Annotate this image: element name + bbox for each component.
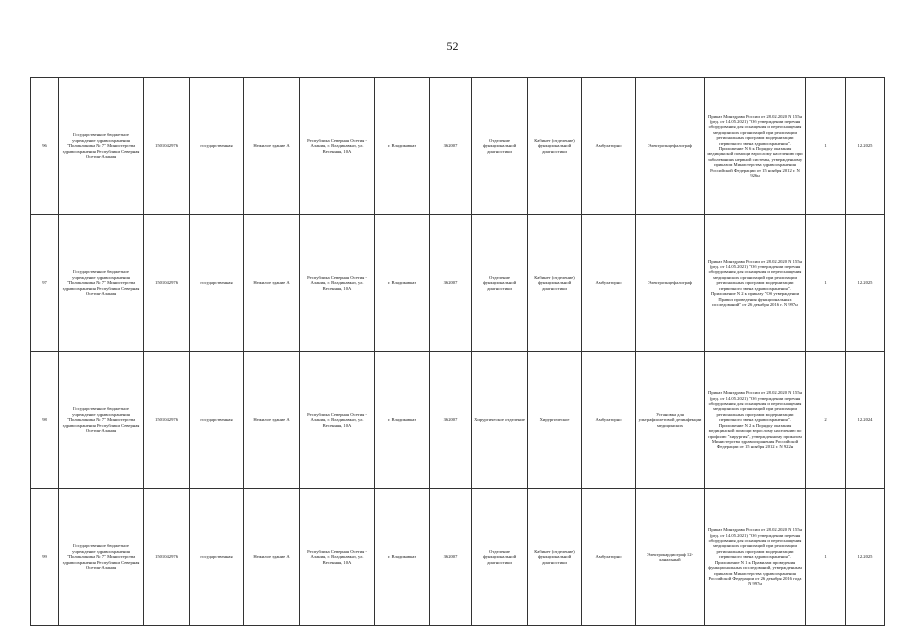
equipment-table <box>30 77 885 626</box>
inn-cell: 1501042976 <box>144 78 190 215</box>
device-cell: Установка для ультрафиолетовой дезинфекции медицинских <box>636 352 705 489</box>
row-number: 97 <box>31 215 59 352</box>
document-cell: Приказ Минздрава России от 28.02.2020 N 155н (ред. от 14.05.2021) "Об утверждении перечня оборудования для оснащения и переоснащения медицинских организаций при реализации региональных программ модернизации первичного звена здравоохранения". Приложение N 2 к приказу "Об утверждении Правил проведения функциональных исследований" от 26 декабря 2016 г. N 997н <box>705 215 806 352</box>
code-cell: 362007 <box>430 352 472 489</box>
building-cell: Нежилое здание А <box>244 489 300 626</box>
quantity-cell: 2 <box>806 352 846 489</box>
table-row <box>31 352 885 489</box>
address-cell: Республика Северная Осетия - Алания, г. Владикавказ, ул. Весенняя, 10А <box>300 489 375 626</box>
inn-cell: 1501042976 <box>144 352 190 489</box>
unit-type-cell: Отделение функциональной диагностики <box>472 215 528 352</box>
city-cell: г. Владикавказ <box>375 352 430 489</box>
table-row <box>31 489 885 626</box>
quantity-cell: 1 <box>806 489 846 626</box>
care-cell: Амбулаторно <box>582 78 636 215</box>
organization-name: Государственное бюджетное учреждение здравоохранения "Поликлиника № 7" Министерства здравоохранения Республики Северная Осетия-Алания <box>59 215 144 352</box>
inn-cell: 1501042976 <box>144 215 190 352</box>
organization-name: Государственное бюджетное учреждение здравоохранения "Поликлиника № 7" Министерства здравоохранения Республики Северная Осетия-Алания <box>59 352 144 489</box>
city-cell: г. Владикавказ <box>375 78 430 215</box>
device-cell: Электроэнцефалограф <box>636 78 705 215</box>
unit-type-cell: Отделение функциональной диагностики <box>472 489 528 626</box>
document-cell: Приказ Минздрава России от 28.02.2020 N 155н (ред. от 14.05.2021) "Об утверждении перечня оборудования для оснащения и переоснащения медицинских организаций при реализации региональных программ модернизации первичного звена здравоохранения". Приложение N 2 к Порядку оказания медицинской помощи взрослому населению по профилю "хирургия", утвержденному приказом Министерства здравоохранения Российской Федерации от 15 ноября 2012 г. N 922н <box>705 352 806 489</box>
care-cell: Амбулаторно <box>582 352 636 489</box>
unit-cell: Кабинет (отделение) функциональной диагностики <box>528 489 582 626</box>
address-cell: Республика Северная Осетия - Алания, г. Владикавказ, ул. Весенняя, 10А <box>300 352 375 489</box>
document-cell: Приказ Минздрава России от 28.02.2020 N 155н (ред. от 14.05.2021) "Об утверждении перечня оборудования для оснащения и переоснащения медицинских организаций при реализации региональных программ модернизации первичного звена здравоохранения". Приложение N 6 к Порядку оказания медицинской помощи взрослому населению при заболеваниях нервной системы, утвержденному приказом Министерства здравоохранения Российской Федерации от 15 ноября 2012 г. N 926н <box>705 78 806 215</box>
ownership-cell: государственная <box>190 352 244 489</box>
date-cell: 12.2025 <box>846 215 885 352</box>
address-cell: Республика Северная Осетия - Алания, г. Владикавказ, ул. Весенняя, 10А <box>300 78 375 215</box>
address-cell: Республика Северная Осетия - Алания, г. Владикавказ, ул. Весенняя, 10А <box>300 215 375 352</box>
city-cell: г. Владикавказ <box>375 215 430 352</box>
care-cell: Амбулаторно <box>582 215 636 352</box>
organization-name: Государственное бюджетное учреждение здравоохранения "Поликлиника № 7" Министерства здравоохранения Республики Северная Осетия-Алания <box>59 489 144 626</box>
row-number: 99 <box>31 489 59 626</box>
row-number: 98 <box>31 352 59 489</box>
inn-cell: 1501042976 <box>144 489 190 626</box>
table-row <box>31 215 885 352</box>
unit-type-cell: Хирургическое отделение <box>472 352 528 489</box>
ownership-cell: государственная <box>190 215 244 352</box>
device-cell: Электрокардиограф 12-канальный <box>636 489 705 626</box>
unit-type-cell: Отделение функциональной диагностики <box>472 78 528 215</box>
building-cell: Нежилое здание А <box>244 352 300 489</box>
building-cell: Нежилое здание А <box>244 215 300 352</box>
date-cell: 12.2024 <box>846 352 885 489</box>
ownership-cell: государственная <box>190 78 244 215</box>
organization-name: Государственное бюджетное учреждение здравоохранения "Поликлиника № 7" Министерства здравоохранения Республики Северная Осетия-Алания <box>59 78 144 215</box>
page-number: 52 <box>446 39 459 53</box>
unit-cell: Хирургическое <box>528 352 582 489</box>
row-number: 96 <box>31 78 59 215</box>
table-row <box>31 78 885 215</box>
code-cell: 362007 <box>430 215 472 352</box>
unit-cell: Кабинет (отделение) функциональной диагностики <box>528 215 582 352</box>
quantity-cell: 1 <box>806 78 846 215</box>
city-cell: г. Владикавказ <box>375 489 430 626</box>
care-cell: Амбулаторно <box>582 489 636 626</box>
device-cell: Электроэнцефалограф <box>636 215 705 352</box>
code-cell: 362007 <box>430 78 472 215</box>
document-cell: Приказ Минздрава России от 28.02.2020 N 155н (ред. от 14.05.2021) "Об утверждении перечня оборудования для оснащения и переоснащения медицинских организаций при реализации региональных программ модернизации первичного звена здравоохранения". Приложение N 1 к Правилам проведения функциональных исследований, утвержденным приказом Министерства здравоохранения Российской Федерации от 26 декабря 2016 года N 997н <box>705 489 806 626</box>
code-cell: 362007 <box>430 489 472 626</box>
building-cell: Нежилое здание А <box>244 78 300 215</box>
date-cell: 12.2025 <box>846 489 885 626</box>
quantity-cell: 1 <box>806 215 846 352</box>
ownership-cell: государственная <box>190 489 244 626</box>
unit-cell: Кабинет (отделение) функциональной диагностики <box>528 78 582 215</box>
date-cell: 12.2025 <box>846 78 885 215</box>
